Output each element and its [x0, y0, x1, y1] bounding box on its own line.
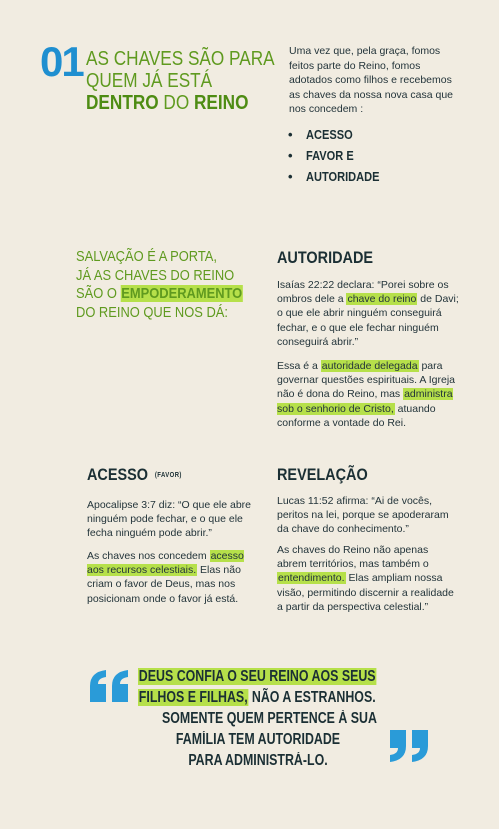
open-quote-icon [88, 668, 132, 709]
text: Essa é a [277, 360, 321, 372]
quote-line-4: FAMÍLIA TEM AUTORIDADE [175, 731, 341, 748]
highlight-entendimento: entendimento. [278, 572, 345, 585]
text: As chaves do Reino não apenas abrem territórios, mas também o [277, 544, 429, 571]
autoridade-paragraph-1 [277, 278, 459, 349]
headline-line-2: QUEM JÁ ESTÁ [86, 70, 213, 92]
acesso-paragraph-1: Apocalipse 3:7 diz: “O que ele abre ninguém pode fechar, e o que ele fecha ninguém pode abrir.” [87, 499, 252, 540]
acesso-paragraph-2 [87, 549, 262, 606]
acesso-title-text: ACESSO [87, 465, 149, 484]
text: Elas ampliam nossa visão, permitindo discernir a realidade a partir da perspectiva celestial.” [277, 572, 454, 613]
quote-line-5: PARA ADMINISTRÁ-LO. [188, 752, 328, 769]
key-label: AUTORIDADE [306, 169, 380, 184]
headline [86, 48, 276, 114]
autoridade-title: AUTORIDADE [277, 248, 374, 267]
text: para governar questões espirituais. A Igreja não é dona do Reino, mas [277, 360, 456, 401]
headline-do: DO [158, 92, 194, 114]
intro-paragraph: Uma vez que, pela graça, fomos feitos parte do Reino, fomos adotados como filhos e recebemos as chaves da nossa nova casa que nos concedem : [289, 45, 454, 115]
bullet: • [288, 127, 293, 142]
salvation-statement [76, 248, 266, 322]
key-item-acesso [288, 124, 392, 145]
section-number: 01 [40, 38, 83, 85]
pull-quote [138, 666, 378, 771]
keys-list [288, 124, 392, 187]
text: atuando conforme a vontade do Rei. [277, 402, 436, 429]
quote-line-2 [138, 687, 376, 708]
acesso-subtitle: (FAVOR) [154, 472, 182, 480]
salvation-line-4: DO REINO QUE NOS DÁ: [76, 303, 228, 321]
headline-dentro: DENTRO [86, 92, 159, 114]
quote-nao-estranhos: NÃO A ESTRANHOS. [248, 689, 376, 706]
highlight-administra: administra sob o senhorio de Cristo, [277, 388, 453, 415]
key-item-favor [288, 145, 392, 166]
autoridade-paragraph-2 [277, 359, 459, 430]
bullet: • [288, 148, 293, 163]
key-item-autoridade [288, 166, 392, 187]
salvation-empoderamento: EMPODERAMENTO [121, 285, 243, 302]
key-label: ACESSO [306, 127, 353, 142]
salvation-line-3 [76, 285, 243, 304]
key-label: FAVOR E [306, 148, 354, 163]
text: Isaías 22:22 declara: “Porei sobre os ombros dele a [277, 279, 449, 306]
quote-highlight-2: FILHOS E FILHAS, [138, 689, 248, 706]
quote-highlight-1: DEUS CONFIA O SEU REINO AOS SEUS [138, 668, 376, 685]
close-quote-icon [388, 728, 432, 769]
acesso-title [87, 465, 182, 485]
headline-reino: REINO [193, 92, 249, 114]
salvation-line-2: JÁ AS CHAVES DO REINO [76, 266, 235, 284]
highlight-chave-do-reino: chave do reino [347, 293, 417, 306]
headline-line-3 [86, 92, 249, 114]
highlight-acesso-recursos: acesso aos recursos celestiais. [87, 550, 244, 577]
text: As chaves nos concedem [87, 550, 210, 562]
quote-line-3: SOMENTE QUEM PERTENCE À SUA [162, 710, 377, 727]
salvation-line-1: SALVAÇÃO É A PORTA, [76, 248, 217, 265]
bullet: • [288, 169, 293, 184]
highlight-autoridade-delegada: autoridade delegada [321, 360, 418, 372]
revelacao-paragraph-2 [277, 543, 459, 614]
text: Elas não criam o favor de Deus, mas nos posicionam onde o favor já está. [87, 564, 241, 605]
text: de Davi; o que ele abrir ninguém conseguirá fechar, e o que ele fechar ninguém conseguirá abrir.” [277, 293, 459, 348]
quote-line-1 [138, 666, 376, 687]
salvation-sao-o: SÃO O [76, 285, 121, 302]
headline-line-1: AS CHAVES SÃO PARA [86, 48, 275, 70]
revelacao-title: REVELAÇÃO [277, 465, 368, 484]
revelacao-paragraph-1: Lucas 11:52 afirma: “Ai de vocês, peritos na lei, porque se apoderaram da chave do conhecimento.” [277, 495, 449, 536]
